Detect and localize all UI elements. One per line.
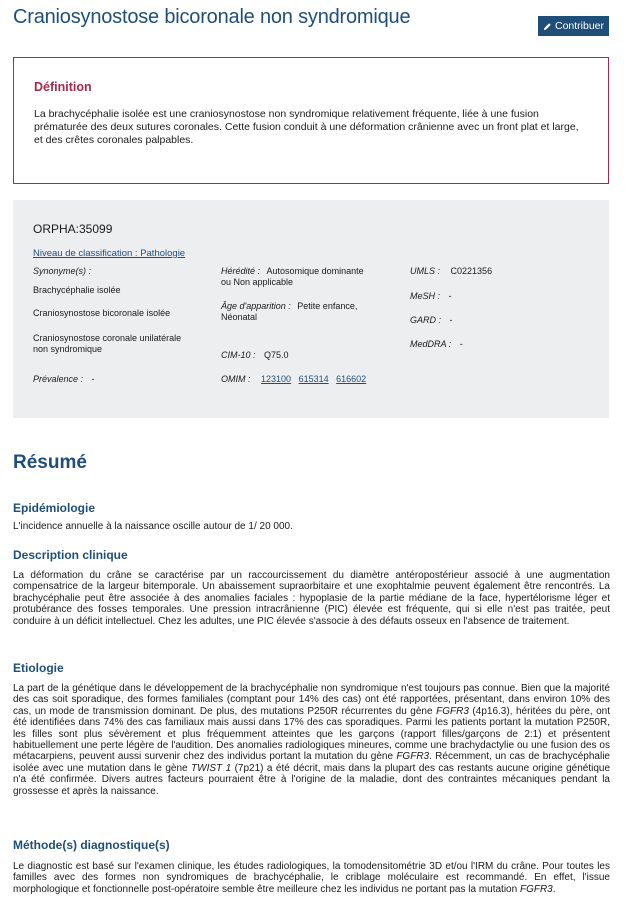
definition-text: La brachycéphalie isolée est une craniosynostose non syndromique relativement fréquente, liée à une fusion prématurée des deux sutures coronales. Cette fusion conduit à une déformation crânienne avec un front plat et large, et des crêtes coronales palpables. bbox=[34, 108, 579, 146]
umls-row bbox=[410, 266, 492, 277]
orpha-code: ORPHA:35099 bbox=[33, 222, 113, 236]
gard-label: GARD : bbox=[410, 315, 442, 325]
synonym-item: Craniosynostose coronale unilatérale non syndromique bbox=[33, 333, 182, 354]
prevalence-value: - bbox=[91, 374, 95, 384]
cim-label: CIM-10 : bbox=[221, 350, 256, 360]
heredite-value: Autosomique dominante ou Non applicable bbox=[221, 266, 364, 287]
cim-row bbox=[221, 350, 289, 361]
clinical-description-heading: Description clinique bbox=[13, 548, 128, 562]
definition-box bbox=[13, 57, 609, 184]
meddra-label: MedDRA : bbox=[410, 339, 452, 349]
etiology-text: La part de la génétique dans le développement de la brachycéphalie non syndromique n'est toujours pas connue. Bien que la majorité des cas soit sporadique, des formes familiales (comptant pour 14% des cas) ont été rapportées, présentant, dans environ 10% des cas, un mode de transmission dominant. De plus, des mutations P250R récurrentes du gène FGFR3 (4p16.3), héritées du père, ont été identifiées dans 74% des cas familiaux mais aussi dans 17% des cas sporadiques. Parmi les patients portant la mutation P250R, les filles sont plus sévèrement et plus fréquemment atteintes que les garçons (rapport filles/garçons de 2:1) et présentent habituellement une perte légère de l'audition. Des anomalies radiologiques mineures, comme une brachydactylie ou une fusion des os métacarpiens, peuvent aussi survenir chez des individus portant la mutation du gène FGFR3. Récemment, un cas de brachycéphalie isolée avec une mutation dans le gène TWIST 1 (7p21) a été décrit, mais dans la plupart des cas restants aucune origine génétique n'a été confirmée. Divers autres facteurs pourraient être à l'origine de la maladie, dont des contraintes mécaniques pendant la grossesse et après la naissance. bbox=[13, 683, 611, 797]
diagnostic-heading: Méthode(s) diagnostique(s) bbox=[13, 838, 170, 852]
umls-label: UMLS : bbox=[410, 266, 441, 276]
meddra-row bbox=[410, 339, 463, 350]
heredite-label: Hérédité : bbox=[221, 266, 261, 276]
synonyms-label: Synonyme(s) : bbox=[33, 266, 92, 276]
meddra-value: - bbox=[459, 339, 463, 349]
epidemiology-heading: Epidémiologie bbox=[13, 501, 96, 515]
heredite-row bbox=[221, 266, 371, 288]
gene-name: FGFR3 bbox=[396, 751, 430, 763]
resume-heading: Résumé bbox=[13, 452, 87, 473]
gard-value: - bbox=[449, 315, 453, 325]
age-row bbox=[221, 301, 381, 323]
gene-name: FGFR3 bbox=[436, 705, 469, 717]
age-label: Âge d'apparition : bbox=[221, 301, 291, 311]
mesh-label: MeSH : bbox=[410, 291, 441, 301]
classification-link[interactable]: Niveau de classification : Pathologie bbox=[33, 248, 186, 259]
definition-heading: Définition bbox=[34, 80, 92, 94]
prevalence-row bbox=[33, 374, 95, 385]
cim-value: Q75.0 bbox=[264, 350, 289, 360]
age-value: Petite enfance, Néonatal bbox=[221, 301, 358, 322]
mesh-row bbox=[410, 291, 452, 302]
pencil-icon bbox=[543, 22, 552, 31]
page-title: Craniosynostose bicoronale non syndromique bbox=[13, 6, 411, 28]
umls-value: C0221356 bbox=[450, 266, 493, 276]
mesh-value: - bbox=[448, 291, 452, 301]
prevalence-label: Prévalence : bbox=[33, 374, 84, 384]
etiology-heading: Etiologie bbox=[13, 661, 64, 675]
synonym-item: Brachycéphalie isolée bbox=[33, 285, 121, 295]
contribute-label: Contribuer bbox=[554, 20, 605, 32]
gard-row bbox=[410, 315, 453, 326]
omim-link[interactable]: 123100 bbox=[261, 374, 292, 384]
omim-row bbox=[221, 374, 371, 385]
synonym-item: Craniosynostose bicoronale isolée bbox=[33, 308, 171, 318]
epidemiology-text: L'incidence annuelle à la naissance oscille autour de 1/ 20 000. bbox=[13, 521, 293, 532]
gene-name: FGFR3 bbox=[519, 883, 553, 895]
diagnostic-text: Le diagnostic est basé sur l'examen clinique, les études radiologiques, la tomodensitométrie 3D et/ou l'IRM du crâne. Pour toutes les familles avec des formes non syndromiques de brachycéphalie, le criblage moléculaire est recommandé. En effet, l'issue morphologique et fonctionnelle post-opératoire semble être meilleure chez les individus ne portant pas la mutation FGFR3. bbox=[13, 861, 610, 895]
gene-name: TWIST 1 bbox=[191, 762, 232, 774]
info-panel bbox=[13, 200, 609, 418]
omim-link[interactable]: 616602 bbox=[336, 374, 367, 384]
contribute-button[interactable] bbox=[538, 16, 609, 36]
clinical-description-text: La déformation du crâne se caractérise par un raccourcissement du diamètre antéropostérieur associé à une augmentation compensatrice de la largeur bitemporale. Un abaissement supraorbitaire et une exophtalmie peuvent également être rencontrés. La brachycéphalie peut être associée à des anomalies faciales : hypoplasie de la partie médiane de la face, hypertélorisme léger et protubérance des fosses temporales. Une pression intracrânienne (PIC) élevée est fréquente, qui si elle n'est pas traitée, peut conduire à un déficit intellectuel. Chez les adultes, une PIC élevée s'associe à des défauts osseux en l'absence de traitement. bbox=[13, 570, 610, 627]
omim-link[interactable]: 615314 bbox=[298, 374, 329, 384]
omim-label: OMIM : bbox=[221, 374, 251, 384]
